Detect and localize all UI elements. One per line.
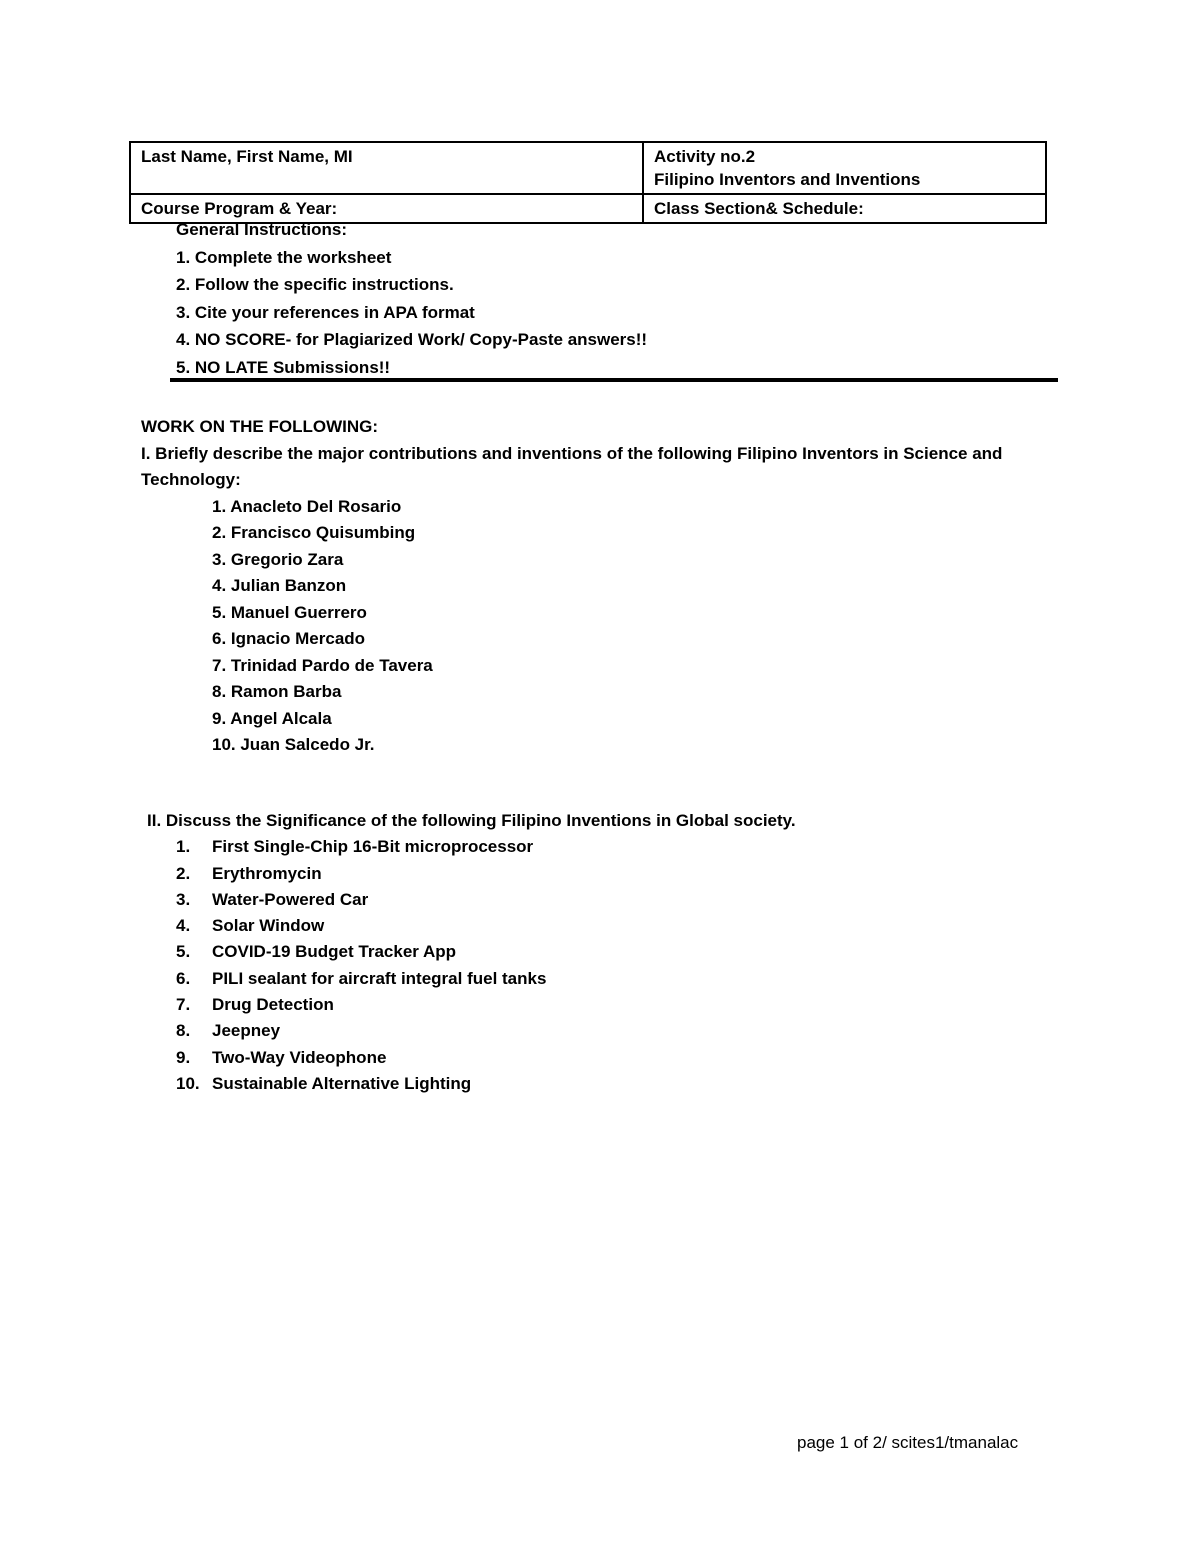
list-item (176, 1071, 1067, 1097)
item-text: Solar Window (212, 916, 325, 936)
item-text: Sustainable Alternative Lighting (212, 1073, 472, 1093)
item-number: 1. (176, 837, 191, 857)
list-item (176, 939, 1067, 965)
activity-cell (643, 142, 1046, 194)
list-item: 9. Angel Alcala (212, 708, 332, 728)
divider-line (170, 378, 1058, 382)
section-1-prompt: I. Briefly describe the major contributions and inventions of the following Filipino Inventors in Science and Technology: (141, 443, 1003, 489)
list-item (176, 887, 1067, 913)
instructions-title: General Instructions: (176, 220, 347, 239)
item-text: Water-Powered Car (212, 889, 369, 909)
item-text: Jeepney (212, 1021, 281, 1041)
inventors-list (141, 494, 1061, 759)
course-label: Course Program & Year: (141, 199, 338, 218)
list-item (176, 834, 1067, 860)
list-item: 2. Francisco Quisumbing (212, 523, 416, 542)
instruction-item: 4. NO SCORE- for Plagiarized Work/ Copy-Paste answers!! (176, 330, 648, 349)
list-item (176, 1018, 1067, 1044)
list-item (176, 966, 1067, 992)
list-item (176, 913, 1067, 939)
item-text: First Single-Chip 16-Bit microprocessor (212, 837, 534, 857)
list-item: 4. Julian Banzon (212, 576, 347, 595)
list-item: 3. Gregorio Zara (212, 549, 344, 569)
name-label: Last Name, First Name, MI (141, 147, 353, 166)
item-number: 8. (176, 1021, 191, 1041)
inventions-list (147, 834, 1067, 1097)
item-number: 7. (176, 995, 191, 1015)
instruction-item: 5. NO LATE Submissions!! (176, 357, 391, 377)
name-cell (130, 142, 643, 194)
item-number: 4. (176, 916, 191, 936)
list-item: 7. Trinidad Pardo de Tavera (212, 655, 433, 675)
general-instructions (176, 216, 647, 381)
section-2 (147, 808, 1067, 1097)
section-cell (643, 194, 1046, 223)
list-item (176, 992, 1067, 1018)
item-number: 6. (176, 968, 191, 988)
section-1-heading: WORK ON THE FOLLOWING: (141, 417, 379, 436)
list-item (176, 861, 1067, 887)
item-number: 10. (176, 1073, 200, 1093)
list-item: 8. Ramon Barba (212, 682, 342, 701)
item-text: PILI sealant for aircraft integral fuel tanks (212, 968, 547, 988)
header-table (129, 141, 1047, 224)
list-item: 10. Juan Salcedo Jr. (212, 735, 375, 754)
activity-title: Filipino Inventors and Inventions (654, 170, 921, 189)
item-number: 5. (176, 942, 191, 962)
list-item: 6. Ignacio Mercado (212, 629, 366, 648)
activity-number: Activity no.2 (654, 147, 756, 166)
item-text: COVID-19 Budget Tracker App (212, 942, 457, 962)
instruction-item: 3. Cite your references in APA format (176, 302, 475, 322)
list-item: 1. Anacleto Del Rosario (212, 496, 402, 516)
section-2-prompt: II. Discuss the Significance of the following Filipino Inventions in Global society. (147, 811, 796, 830)
item-number: 3. (176, 889, 191, 909)
instruction-item: 1. Complete the worksheet (176, 247, 392, 267)
section-label: Class Section& Schedule: (654, 199, 864, 218)
header-row-1 (130, 142, 1046, 194)
section-1 (141, 414, 1061, 759)
item-text: Two-Way Videophone (212, 1047, 387, 1067)
list-item: 5. Manuel Guerrero (212, 602, 367, 622)
item-text: Drug Detection (212, 995, 334, 1015)
page-footer: page 1 of 2/ scites1/tmanalac (797, 1433, 1019, 1452)
item-number: 9. (176, 1047, 191, 1067)
item-number: 2. (176, 863, 191, 883)
instruction-item: 2. Follow the specific instructions. (176, 275, 454, 294)
list-item (176, 1045, 1067, 1071)
item-text: Erythromycin (212, 863, 322, 883)
